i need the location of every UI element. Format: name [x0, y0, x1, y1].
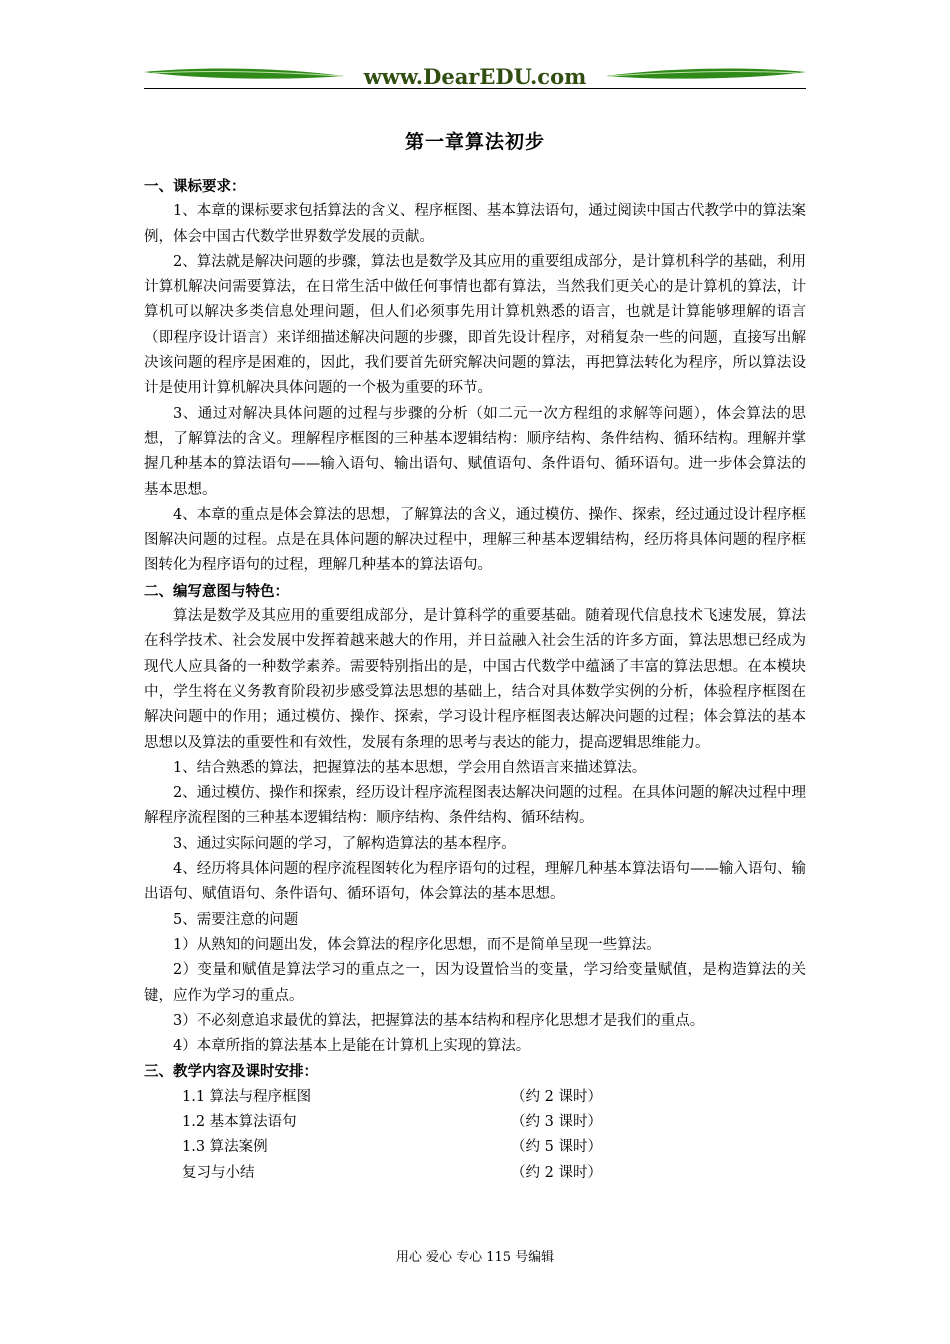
schedule-row: [144, 1161, 806, 1186]
paragraph: 3、通过实际问题的学习，了解构造算法的基本程序。: [173, 835, 516, 852]
header-rule: [144, 88, 806, 89]
paragraph: 2）变量和赋值是算法学习的重点之一，因为设置恰当的变量，学习给变量赋值，是构造算法的关键，应作为学习的重点。: [144, 962, 806, 1004]
schedule-row: [144, 1135, 806, 1160]
section-heading: 一、课标要求：: [144, 178, 246, 195]
site-header: [144, 62, 806, 92]
site-name: www.DearEDU.com: [363, 64, 587, 89]
paragraph: 4）本章所指的算法基本上是能在计算机上实现的算法。: [173, 1038, 531, 1055]
paragraph: 2、算法就是解决问题的步骤，算法也是数学及其应用的重要组成部分，是计算机科学的基础，利用计算机解决问需要算法，在日常生活中做任何事情也都有算法，当然我们更关心的是计算机的算法，计算机可以解决多类信息处理问题，但人们必须事先用计算机熟悉的语言，也就是计算能够理解的语言（即程序设计语言）来详细描述解决问题的步骤，即首先设计程序，对稍复杂一些的问题，直接写出解决该问题的程序是困难的，因此，我们要首先研究解决问题的算法，再把算法转化为程序，所以算法设计是使用计算机解决具体问题的一个极为重要的环节。: [144, 253, 806, 397]
paragraph: 3）不必刻意追求最优的算法，把握算法的基本结构和程序化思想才是我们的重点。: [173, 1012, 705, 1029]
document-body: [144, 174, 806, 1186]
paragraph: 4、经历将具体问题的程序流程图转化为程序语句的过程，理解几种基本算法语句——输入语句、输出语句、赋值语句、条件语句、循环语句，体会算法的基本思想。: [144, 861, 806, 903]
schedule-item: 1.2 基本算法语句: [182, 1113, 297, 1130]
schedule-item: 复习与小结: [182, 1164, 255, 1181]
section-heading: 三、教学内容及课时安排：: [144, 1063, 318, 1081]
page-footer: 用心 爱心 专心 115 号编辑: [395, 1250, 555, 1265]
paragraph: 2、通过模仿、操作和探索，经历设计程序流程图表达解决问题的过程。在具体问题的解决过程中理解程序流程图的三种基本逻辑结构：顺序结构、条件结构、循环结构。: [144, 785, 806, 827]
schedule-hours: （约 3 课时）: [511, 1113, 602, 1130]
schedule-hours: （约 5 课时）: [511, 1139, 602, 1156]
schedule-list: [144, 1085, 806, 1186]
schedule-item: 1.1 算法与程序框图: [182, 1088, 312, 1105]
paragraph: 5、需要注意的问题: [173, 911, 299, 928]
schedule-row: [144, 1110, 806, 1135]
schedule-item: 1.3 算法案例: [182, 1139, 268, 1156]
paragraph: 3、通过对解决具体问题的过程与步骤的分析（如二元一次方程组的求解等问题），体会算法的思想，了解算法的含义。理解程序框图的三种基本逻辑结构：顺序结构、条件结构、循环结构。理解并掌握几种基本的算法语句——输入语句、输出语句、赋值语句、条件语句、循环语句。进一步体会算法的基本思想。: [144, 405, 806, 498]
paragraph: 4、本章的重点是体会算法的思想，了解算法的含义，通过模仿、操作、探索，经过通过设计程序框图解决问题的过程。点是在具体问题的解决过程中，理解三种基本逻辑结构，经历将具体问题的程序框图转化为程序语句的过程，理解几种基本的算法语句。: [144, 506, 806, 574]
paragraph: 1、本章的课标要求包括算法的含义、程序框图、基本算法语句，通过阅读中国古代教学中的算法案例，体会中国古代数学世界数学发展的贡献。: [144, 203, 806, 245]
paragraph: 算法是数学及其应用的重要组成部分，是计算科学的重要基础。随着现代信息技术飞速发展，算法在科学技术、社会发展中发挥着越来越大的作用，并日益融入社会生活的许多方面，算法思想已经成为现代人应具备的一种数学素养。需要特别指出的是，中国古代数学中蕴涵了丰富的算法思想。在本模块中，学生将在义务教育阶段初步感受算法思想的基础上，结合对具体数学实例的分析，体验程序框图在解决问题中的作用；通过模仿、操作、探索，学习设计程序框图表达解决问题的过程；体会算法的基本思想以及算法的重要性和有效性，发展有条理的思考与表达的能力，提高逻辑思维能力。: [144, 608, 806, 751]
paragraph: 1）从熟知的问题出发，体会算法的程序化思想，而不是简单呈现一些算法。: [173, 936, 661, 953]
schedule-row: [144, 1085, 806, 1110]
schedule-hours: （约 2 课时）: [511, 1164, 602, 1181]
section-heading: 二、编写意图与特色：: [144, 582, 289, 600]
page-title: 第一章算法初步: [404, 131, 545, 153]
schedule-hours: （约 2 课时）: [511, 1088, 602, 1105]
paragraph: 1、结合熟悉的算法，把握算法的基本思想，学会用自然语言来描述算法。: [173, 759, 647, 776]
